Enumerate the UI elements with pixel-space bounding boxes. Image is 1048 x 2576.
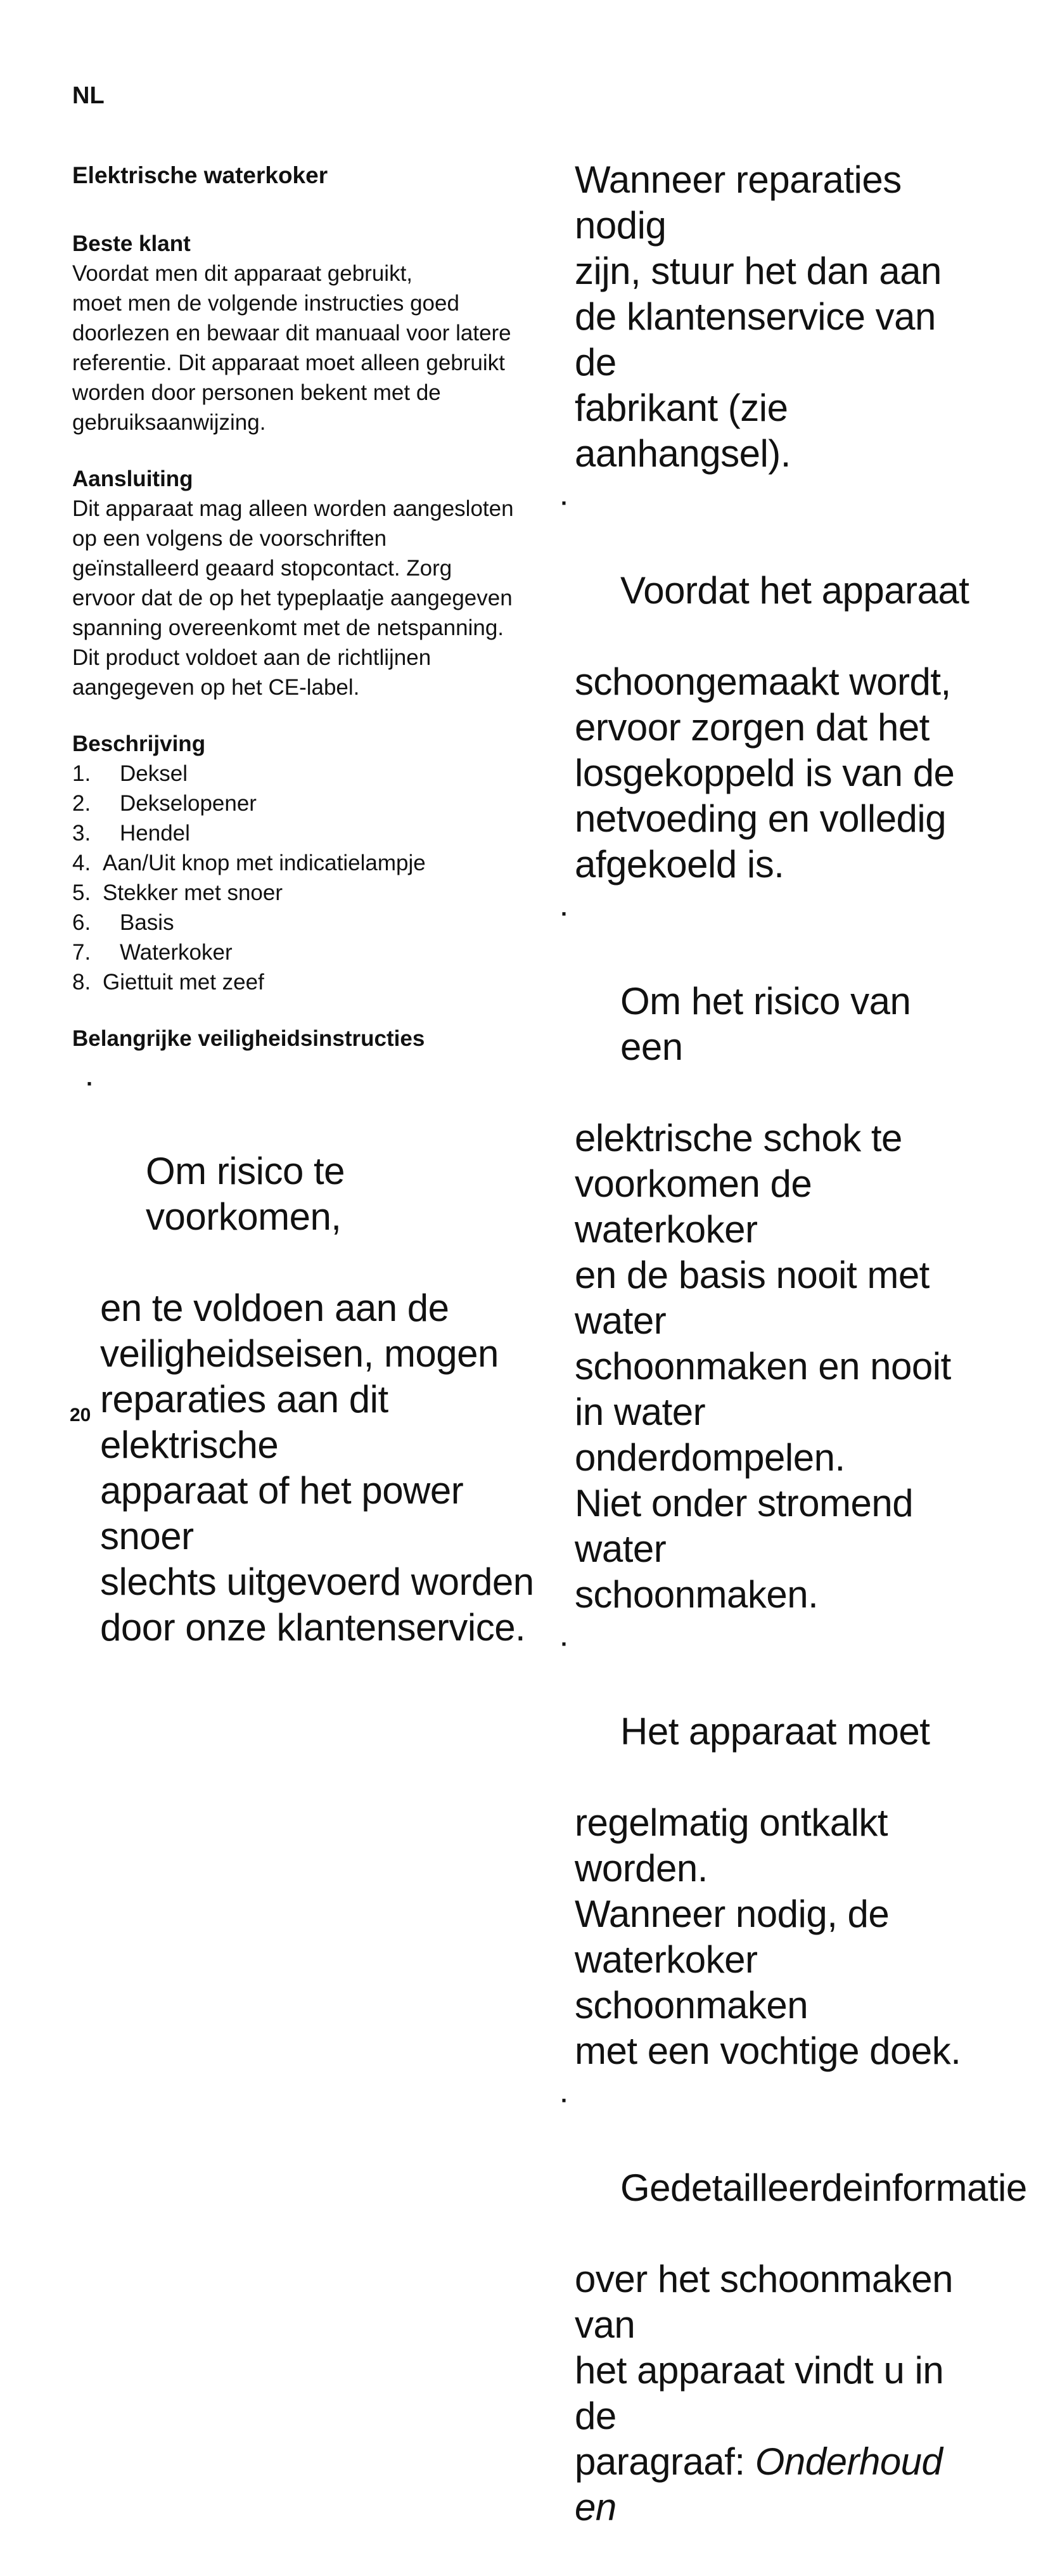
list-item-number: 6.: [72, 910, 91, 935]
list-item: [72, 967, 541, 997]
right-column: [561, 157, 1027, 2576]
safety-item-2-text: schoongemaakt wordt, ervoor zorgen dat het losgekoppeld is van de netvoeding en volledig afgekoeld is.: [575, 660, 955, 886]
section-heading-safety: Belangrijke veiligheidsinstructies: [72, 1026, 425, 1051]
list-item-number: 8.: [72, 970, 91, 995]
safety-item-5-first-line: Gedetailleerdeinformatie: [620, 2167, 1027, 2209]
safety-item-5-last-plain: paragraaf:: [575, 2440, 755, 2483]
list-item: [72, 908, 541, 937]
safety-item-1-continued: Wanneer reparaties nodig zijn, stuur het dan aan de klantenservice van de fabrikant (zie aanhangsel).: [575, 158, 942, 475]
list-item-label: Hendel: [120, 821, 190, 846]
section-heading-description: Beschrijving: [72, 731, 206, 756]
section-connection: [72, 464, 541, 702]
section-description: [72, 729, 541, 997]
safety-item-3-text: elektrische schok te voorkomen de waterkoker en de basis nooit met water schoonmaken en nooit in water onderdompelen. Niet onder stromend water schoonmaken.: [575, 1117, 951, 1616]
safety-item-1-first-line: Om risico te voorkomen,: [146, 1150, 345, 1238]
safety-item-3-first-line: Om het risico van een: [620, 980, 911, 1068]
safety-item-2: [561, 477, 980, 887]
safety-item-5: [561, 2074, 1027, 2576]
list-item-number: 3.: [72, 821, 91, 846]
list-item-number: 4.: [72, 851, 91, 875]
page-number: 20: [70, 1405, 91, 1426]
safety-item-5-text: over het schoonmaken van het apparaat vindt u in de: [575, 2258, 954, 2437]
list-item: [72, 878, 541, 908]
safety-item-3: [561, 887, 980, 1618]
list-item: [72, 789, 541, 818]
list-item-number: 1.: [72, 761, 91, 786]
section-greeting: [72, 229, 541, 437]
list-item-label: Basis: [120, 910, 174, 935]
list-item: [72, 937, 541, 967]
safety-item-5-last-line: [575, 2439, 980, 2530]
safety-item-1: [86, 1057, 541, 1651]
left-column: [72, 164, 541, 1651]
list-item-number: 5.: [72, 880, 91, 905]
safety-item-2-first-line: Voordat het apparaat: [620, 569, 969, 612]
list-item-label: Stekker met snoer: [103, 880, 283, 905]
list-item-number: 7.: [72, 940, 91, 965]
bullet-icon: ·: [561, 2087, 568, 2113]
safety-item-4: [561, 1618, 980, 2074]
document-title: Elektrische waterkoker: [72, 162, 328, 188]
list-item-label: Dekselopener: [120, 791, 257, 816]
list-item: [72, 848, 541, 878]
safety-item-4-text: regelmatig ontkalkt worden. Wanneer nodig, de waterkoker schoonmaken met een vochtige doek.: [575, 1801, 961, 2072]
list-item-label: Deksel: [120, 761, 188, 786]
bullet-icon: ·: [561, 490, 568, 516]
bullet-icon: ·: [86, 1071, 94, 1097]
safety-item-1-text: en te voldoen aan de veiligheidseisen, mogen reparaties aan dit elektrische apparaat of het power snoer slechts uitgevoerd worden door onze klantenservice.: [100, 1287, 534, 1649]
section-heading-connection: Aansluiting: [72, 467, 193, 491]
language-code: NL: [72, 82, 105, 109]
list-item-number: 2.: [72, 791, 91, 816]
list-item: [72, 759, 541, 789]
bullet-icon: ·: [561, 1631, 568, 1657]
list-item-label: Waterkoker: [120, 940, 233, 965]
list-item: [72, 818, 541, 848]
section-safety: [72, 1024, 541, 1651]
list-item-label: Aan/Uit knop met indicatielampje: [103, 851, 426, 875]
section-text-connection: Dit apparaat mag alleen worden aangesloten op een volgens de voorschriften geïnstalleerd geaard stopcontact. Zorg ervoor dat de op het typeplaatje aangegeven spanning overeenkomt met de netspanning. Dit product voldoet aan de richtlijnen aangegeven op het CE-label.: [72, 496, 514, 700]
parts-list: [72, 759, 541, 997]
list-item-label: Giettuit met zeef: [103, 970, 264, 995]
safety-item-5-last-italic: Onderhoud en: [575, 2440, 943, 2528]
bullet-icon: ·: [561, 901, 568, 927]
section-heading-greeting: Beste klant: [72, 231, 191, 256]
section-text-greeting: Voordat men dit apparaat gebruikt, moet men de volgende instructies goed doorlezen en bewaar dit manuaal voor latere referentie. Dit apparaat moet alleen gebruikt worden door personen bekent met de gebruiksaanwijzing.: [72, 261, 511, 435]
safety-item-4-first-line: Het apparaat moet: [620, 1710, 930, 1753]
